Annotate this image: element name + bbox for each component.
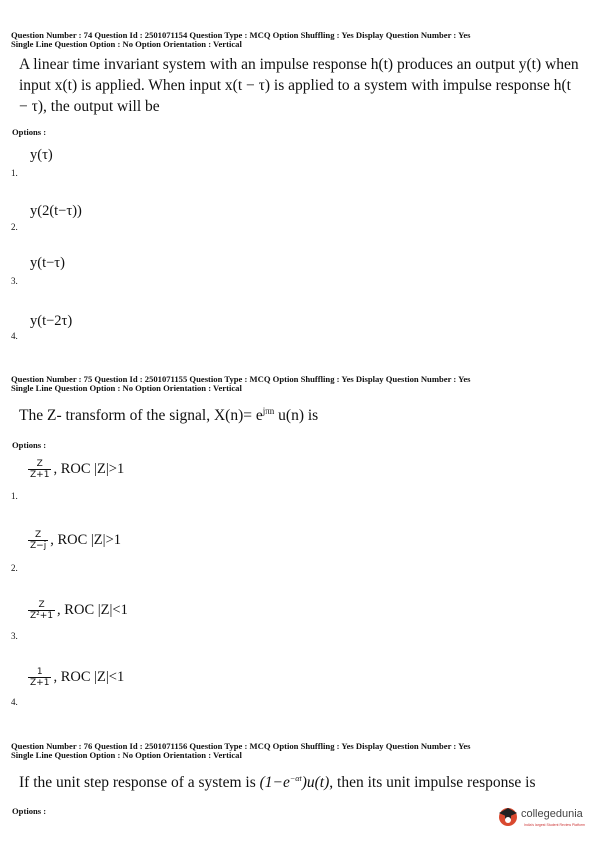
question-75-header-line1: Question Number : 75 Question Id : 2501071155 Question Type : MCQ Option Shuffling : Yes Display Question Number : Yes bbox=[11, 374, 471, 384]
option-roc: , ROC |Z|>1 bbox=[53, 461, 125, 477]
option-number: 1. bbox=[11, 491, 18, 501]
fraction-numerator: Z bbox=[28, 600, 55, 611]
option-expression bbox=[28, 459, 124, 480]
option-number: 2. bbox=[11, 222, 18, 232]
fraction-denominator: Z−j bbox=[30, 541, 47, 551]
question-74-header-line2: Single Line Question Option : No Option Orientation : Vertical bbox=[11, 39, 242, 49]
fraction-denominator: Z+1 bbox=[30, 678, 50, 688]
option-roc: , ROC |Z|<1 bbox=[57, 602, 128, 618]
option-expression bbox=[28, 530, 121, 551]
option-number: 3. bbox=[11, 276, 18, 286]
question-76-text bbox=[19, 768, 536, 793]
question-75-text-suffix: u(n) is bbox=[274, 407, 319, 425]
option-roc: , ROC |Z|>1 bbox=[50, 532, 121, 548]
question-75-text-prefix: The Z- transform of the signal, X(n)= e bbox=[19, 407, 263, 425]
question-76-header-line1: Question Number : 76 Question Id : 2501071156 Question Type : MCQ Option Shuffling : Yes Display Question Number : Yes bbox=[11, 741, 471, 751]
fraction-numerator: Z bbox=[28, 530, 48, 541]
option-text: y(τ) bbox=[30, 147, 53, 163]
question-76-math-open: (1−e bbox=[259, 774, 290, 792]
question-76-math-exponent: −αt bbox=[289, 774, 302, 783]
question-74-text: A linear time invariant system with an impulse response h(t) produces an output y(t) when input x(t) is applied. When input x(t − τ) is applied to a system with impulse response h(t − τ), the output will be bbox=[19, 56, 579, 115]
option-number: 4. bbox=[11, 697, 18, 707]
option-text: y(2(t−τ)) bbox=[30, 203, 82, 219]
graduation-cap-icon bbox=[497, 805, 519, 827]
option-fraction bbox=[28, 530, 48, 551]
question-76-text-prefix: If the unit step response of a system is bbox=[19, 774, 260, 792]
option-number: 4. bbox=[11, 331, 18, 341]
question-76-header-line2: Single Line Question Option : No Option Orientation : Vertical bbox=[11, 750, 242, 760]
option-number: 2. bbox=[11, 563, 18, 573]
question-76-math-close: )u(t) bbox=[301, 774, 330, 792]
question-75-text bbox=[19, 401, 318, 426]
option-text: y(t−τ) bbox=[30, 255, 65, 271]
question-74-header-line1: Question Number : 74 Question Id : 2501071154 Question Type : MCQ Option Shuffling : Yes Display Question Number : Yes bbox=[11, 30, 471, 40]
option-expression bbox=[28, 667, 124, 688]
fraction-numerator: Z bbox=[28, 459, 51, 470]
fraction-denominator: Z+1 bbox=[30, 470, 50, 480]
question-75-options-label: Options : bbox=[12, 440, 47, 450]
option-expression bbox=[28, 600, 128, 621]
option-fraction bbox=[28, 459, 51, 480]
collegedunia-logo bbox=[497, 802, 591, 834]
option-number: 1. bbox=[11, 168, 18, 178]
option-roc: , ROC |Z|<1 bbox=[53, 669, 125, 685]
fraction-numerator: 1 bbox=[28, 667, 51, 678]
option-fraction bbox=[28, 667, 51, 688]
logo-tagline: India's largest Student Review Platform bbox=[524, 823, 585, 827]
question-75-header-line2: Single Line Question Option : No Option Orientation : Vertical bbox=[11, 383, 242, 393]
logo-name: collegedunia bbox=[521, 808, 583, 820]
option-text: y(t−2τ) bbox=[30, 313, 73, 329]
question-76-text-suffix: , then its unit impulse response is bbox=[329, 774, 536, 792]
question-76-options-label: Options : bbox=[12, 806, 47, 816]
option-fraction bbox=[28, 600, 55, 621]
fraction-denominator: Z²+1 bbox=[30, 611, 54, 621]
question-75-text-exponent: jπn bbox=[262, 406, 275, 416]
option-number: 3. bbox=[11, 631, 18, 641]
question-74-options-label: Options : bbox=[12, 127, 47, 137]
